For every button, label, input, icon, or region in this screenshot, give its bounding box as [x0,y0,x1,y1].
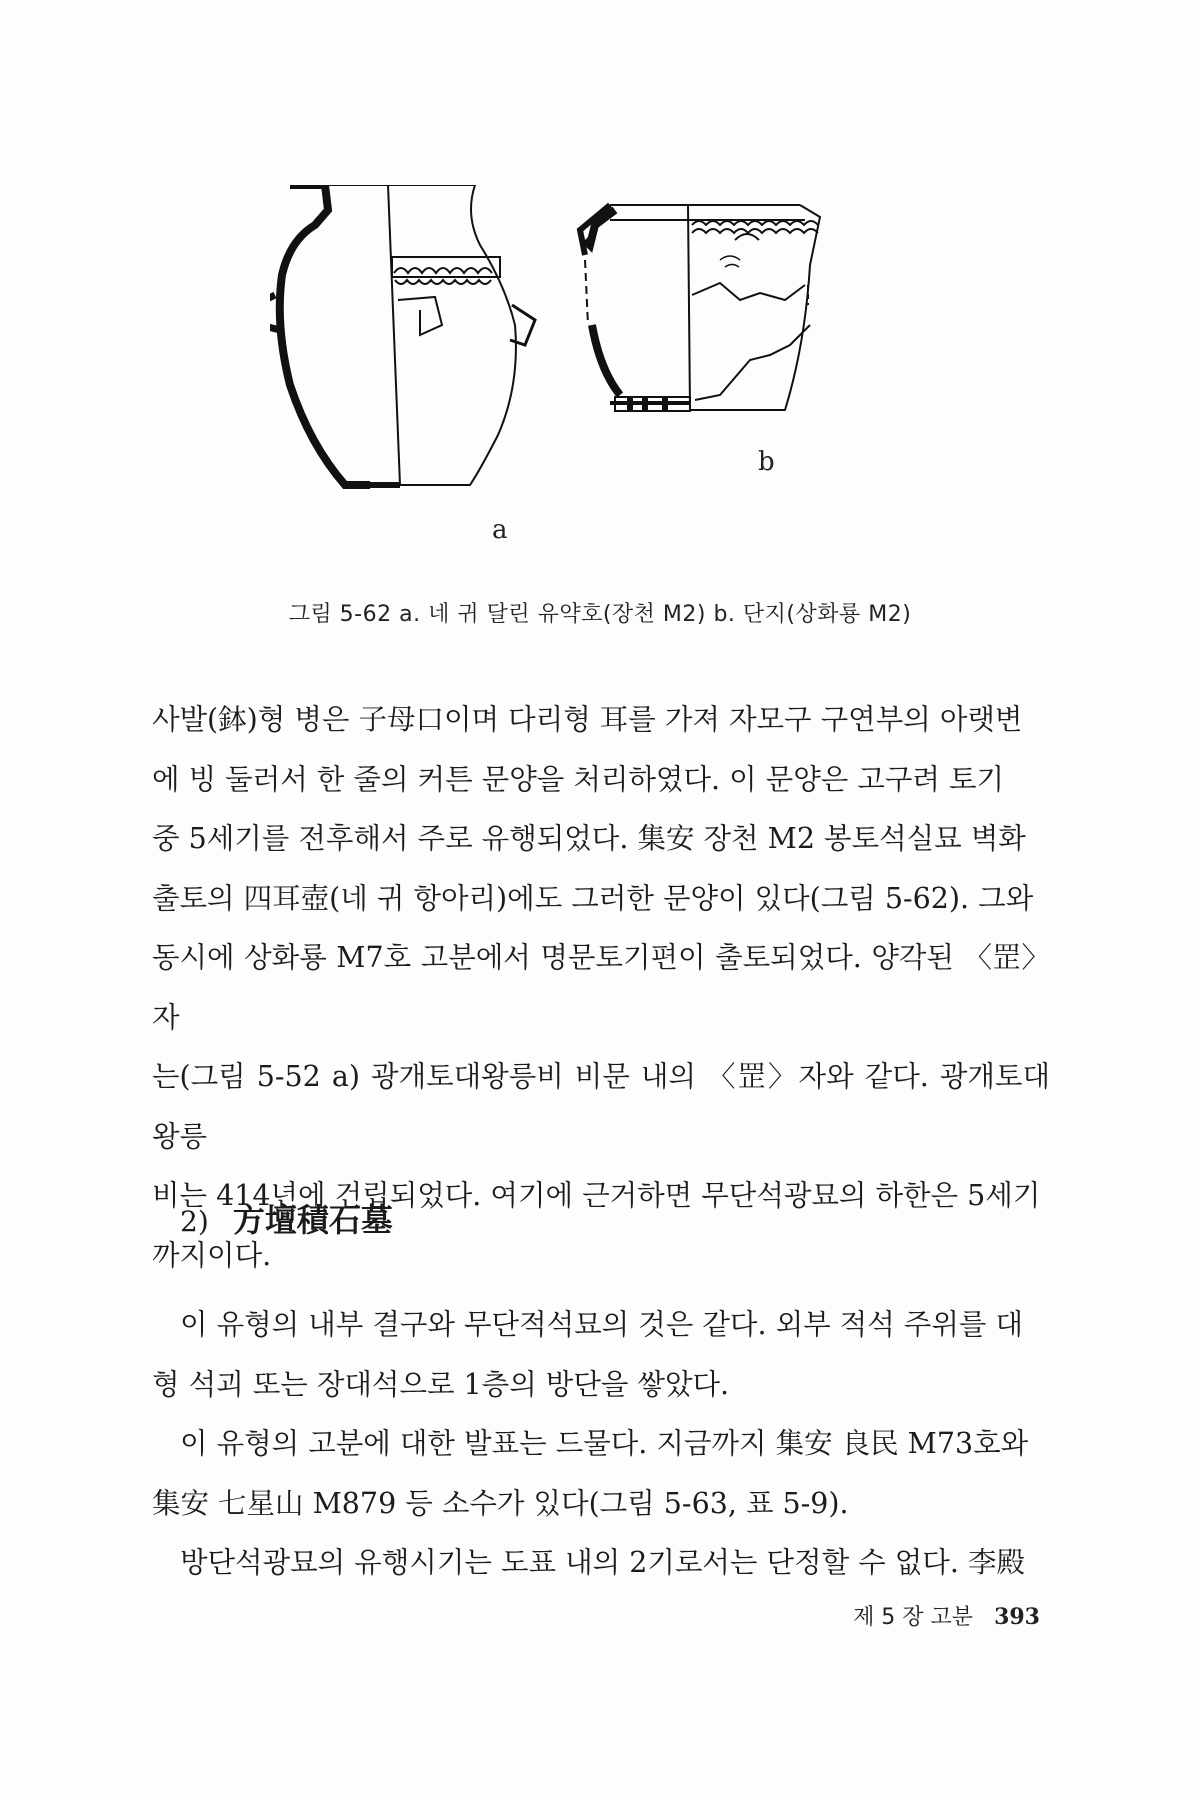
figure-label-a: a [492,515,508,545]
text-line: 비는 414년에 건립되었다. 여기에 근거하면 무단석광묘의 하한은 5세기 [152,1179,1041,1212]
pottery-figure [270,185,950,570]
figure-label-b: b [758,447,775,477]
text-line: 형 석괴 또는 장대석으로 1층의 방단을 쌓았다. [152,1367,730,1401]
text-line: 사발(鉢)형 병은 子母口이며 다리형 耳를 가져 자모구 구연부의 아랫변 [152,703,1023,736]
pottery-drawing [270,185,950,570]
text-line: 출토의 四耳壺(네 귀 항아리)에도 그러한 문양이 있다(그림 5-62). 그와 [152,881,1034,915]
text-line: 방단석광묘의 유행시기는 도표 내의 2기로서는 단정할 수 없다. 李殿 [180,1546,1025,1579]
text-line: 는(그림 5-52 a) 광개토대왕릉비 비문 내의 〈罡〉자와 같다. 광개토대왕릉 [152,1060,1050,1153]
text-line: 에 빙 둘러서 한 줄의 커튼 문양을 처리하였다. 이 문양은 고구려 토기 [152,762,1005,796]
page-footer [853,1600,1040,1631]
vessel-b [580,205,820,411]
vessel-a [270,185,535,485]
section-number: 2) [180,1205,209,1238]
text-line: 까지이다. [152,1238,272,1272]
text-line: 중 5세기를 전후해서 주로 유행되었다. 集安 장천 M2 봉토석실묘 벽화 [152,822,1026,855]
text-line: 동시에 상화룡 M7호 고분에서 명문토기편이 출토되었다. 양각된 〈罡〉자 [152,941,1050,1034]
chapter-label: 제 5 장 고분 [853,1605,974,1630]
text-line: 이 유형의 내부 결구와 무단적석묘의 것은 같다. 외부 적석 주위를 대 [180,1308,1023,1341]
section-heading [180,1195,393,1241]
figure-caption: 그림 5-62 a. 네 귀 달린 유약호(장천 M2) b. 단지(상화룡 M2) [288,602,912,627]
text-line: 이 유형의 고분에 대한 발표는 드물다. 지금까지 集安 良民 M73호와 [180,1427,1029,1460]
section-body [152,1295,1050,1593]
text-line: 集安 七星山 M879 등 소수가 있다(그림 5-63, 표 5-9). [152,1486,849,1520]
section-title: 方壇積石墓 [232,1201,393,1239]
page-number: 393 [994,1604,1040,1630]
